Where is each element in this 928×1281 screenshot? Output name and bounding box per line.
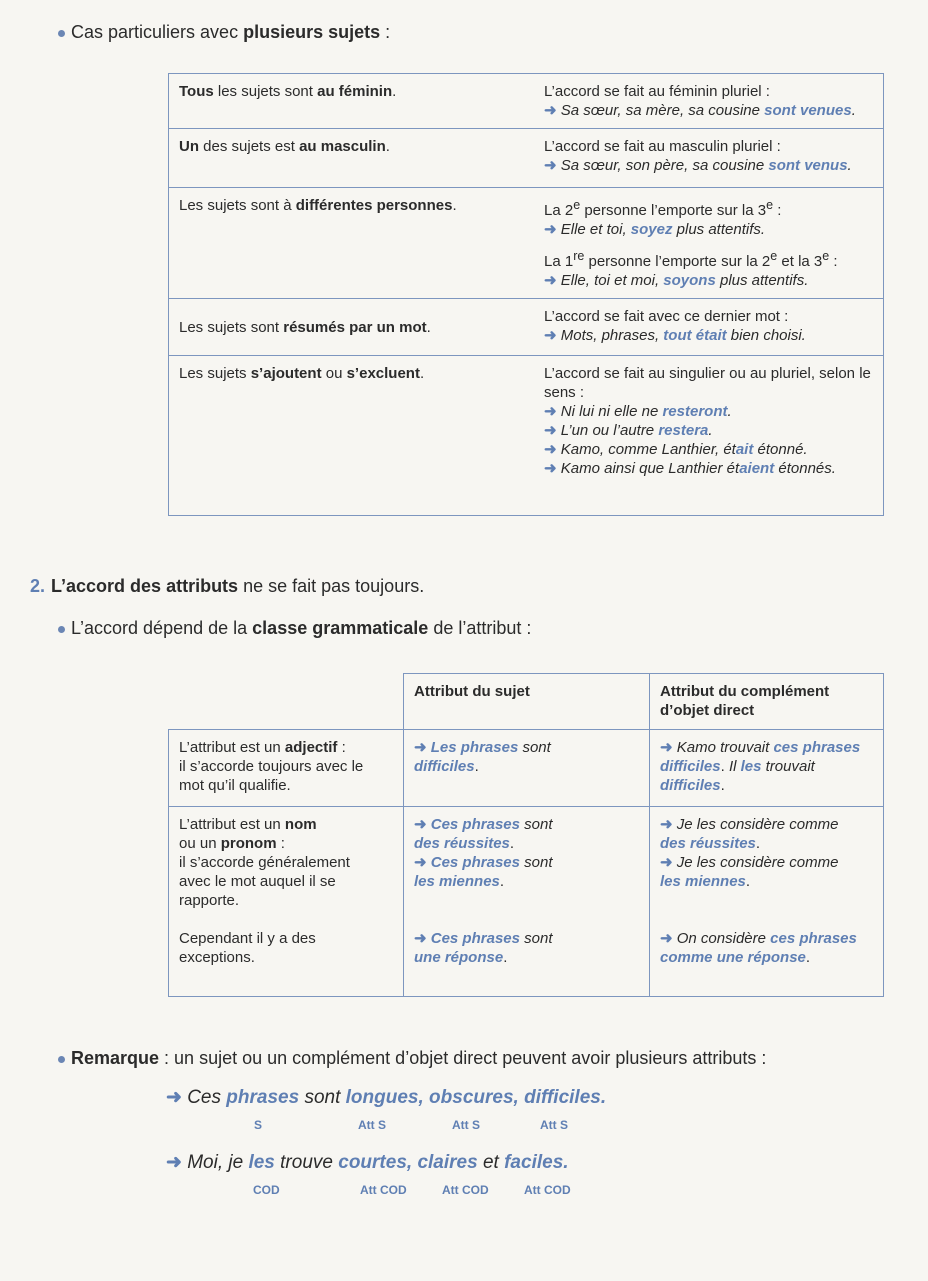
arrow-right-icon: ➜	[414, 854, 427, 871]
section1-intro	[58, 22, 390, 43]
arrow-right-icon: ➜	[414, 930, 427, 947]
arrow-right-icon: ➜	[544, 102, 557, 119]
grammar-label: Att S	[452, 1118, 480, 1132]
arrow-right-icon: ➜	[166, 1087, 182, 1108]
arrow-right-icon: ➜	[544, 403, 557, 420]
grammar-label: S	[254, 1118, 263, 1132]
table-header-row	[169, 674, 884, 730]
row-example: L’accord se fait au féminin pluriel : ➜ Sa sœur, sa mère, sa cousine sont venues.	[534, 74, 884, 129]
row-rule: L’attribut est un adjectif : il s’accorde toujours avec le mot qu’il qualifie.	[169, 730, 404, 807]
arrow-right-icon: ➜	[660, 930, 673, 947]
grammar-label: Att S	[358, 1118, 386, 1132]
arrow-right-icon: ➜	[414, 739, 427, 756]
row-rule: Les sujets sont à différentes personnes.	[169, 188, 535, 299]
table-row	[169, 356, 884, 516]
header-attribut-cod: Attribut du complément d’objet direct	[650, 674, 884, 730]
arrow-right-icon: ➜	[544, 157, 557, 174]
arrow-right-icon: ➜	[544, 422, 557, 439]
row-example: L’accord se fait avec ce dernier mot : ➜ Mots, phrases, tout était bien choisi.	[534, 299, 884, 356]
row-rule: Tous les sujets sont au féminin.	[169, 74, 535, 129]
row-example: L’accord se fait au singulier ou au pluriel, selon le sens : ➜ Ni lui ni elle ne resteront. ➜ L’un ou l’autre restera. ➜ Kamo, comme Lanthier, était étonné. ➜ Kamo ainsi que Lanthier étaient étonnés.	[534, 356, 884, 516]
table-row	[169, 299, 884, 356]
row-subject-example: ➜ Les phrases sont difficiles.	[404, 730, 650, 807]
table-row	[169, 129, 884, 188]
row-example: L’accord se fait au masculin pluriel : ➜ Sa sœur, son père, sa cousine sont venus.	[534, 129, 884, 188]
bullet-icon	[58, 626, 65, 633]
arrow-right-icon: ➜	[544, 272, 557, 289]
bullet-icon	[58, 30, 65, 37]
row-rule: Les sujets sont résumés par un mot.	[169, 299, 535, 356]
header-attribut-sujet: Attribut du sujet	[404, 674, 650, 730]
arrow-right-icon: ➜	[166, 1152, 182, 1173]
grammar-label: COD	[253, 1183, 280, 1197]
bullet-icon	[58, 1056, 65, 1063]
row-subject-example: ➜ Ces phrases sont des réussites. ➜ Ces phrases sont les miennes. ➜ Ces phrases sont une réponse.	[404, 807, 650, 997]
grammar-label: Att COD	[360, 1183, 407, 1197]
arrow-right-icon: ➜	[544, 460, 557, 477]
section2-intro: L’accord dépend de la classe grammaticale de l’attribut :	[58, 618, 531, 639]
row-cod-example: ➜ Je les considère comme des réussites. ➜ Je les considère comme les miennes. ➜ On considère ces phrases comme une réponse.	[650, 807, 884, 997]
table-multiple-subjects	[168, 73, 884, 516]
table-row	[169, 74, 884, 129]
row-example: La 2e personne l’emporte sur la 3e : ➜ Elle et toi, soyez plus attentifs. La 1re personne l’emporte sur la 2e et la 3e : ➜ Elle, toi et moi, soyons plus attentifs.	[534, 188, 884, 299]
arrow-right-icon: ➜	[544, 327, 557, 344]
grammar-label: Att S	[540, 1118, 568, 1132]
row-cod-example: ➜ Kamo trouvait ces phrases difficiles. Il les trouvait difficiles.	[650, 730, 884, 807]
table-row	[169, 807, 884, 997]
row-rule: Les sujets s’ajoutent ou s’excluent.	[169, 356, 535, 516]
table-attributes	[168, 673, 884, 997]
row-rule: Un des sujets est au masculin.	[169, 129, 535, 188]
arrow-right-icon: ➜	[544, 221, 557, 238]
table-row	[169, 730, 884, 807]
arrow-right-icon: ➜	[660, 854, 673, 871]
section1-intro-text: Cas particuliers avec plusieurs sujets :	[71, 22, 391, 42]
arrow-right-icon: ➜	[660, 816, 673, 833]
remark: Remarque : un sujet ou un complément d’objet direct peuvent avoir plusieurs attributs :	[58, 1048, 766, 1069]
remark-example-2: ➜ Moi, je les trouve courtes, claires et faciles.	[166, 1152, 569, 1173]
remark-example-1: ➜ Ces phrases sont longues, obscures, difficiles.	[166, 1087, 607, 1108]
arrow-right-icon: ➜	[660, 739, 673, 756]
arrow-right-icon: ➜	[544, 441, 557, 458]
arrow-right-icon: ➜	[414, 816, 427, 833]
grammar-label: Att COD	[524, 1183, 571, 1197]
section2-title: 2. L’accord des attributs ne se fait pas toujours.	[30, 576, 425, 596]
grammar-label: Att COD	[442, 1183, 489, 1197]
row-rule: L’attribut est un nom ou un pronom : il s’accorde généralement avec le mot auquel il se rapporte. Cependant il y a des exceptions.	[169, 807, 404, 997]
table-row	[169, 188, 884, 299]
